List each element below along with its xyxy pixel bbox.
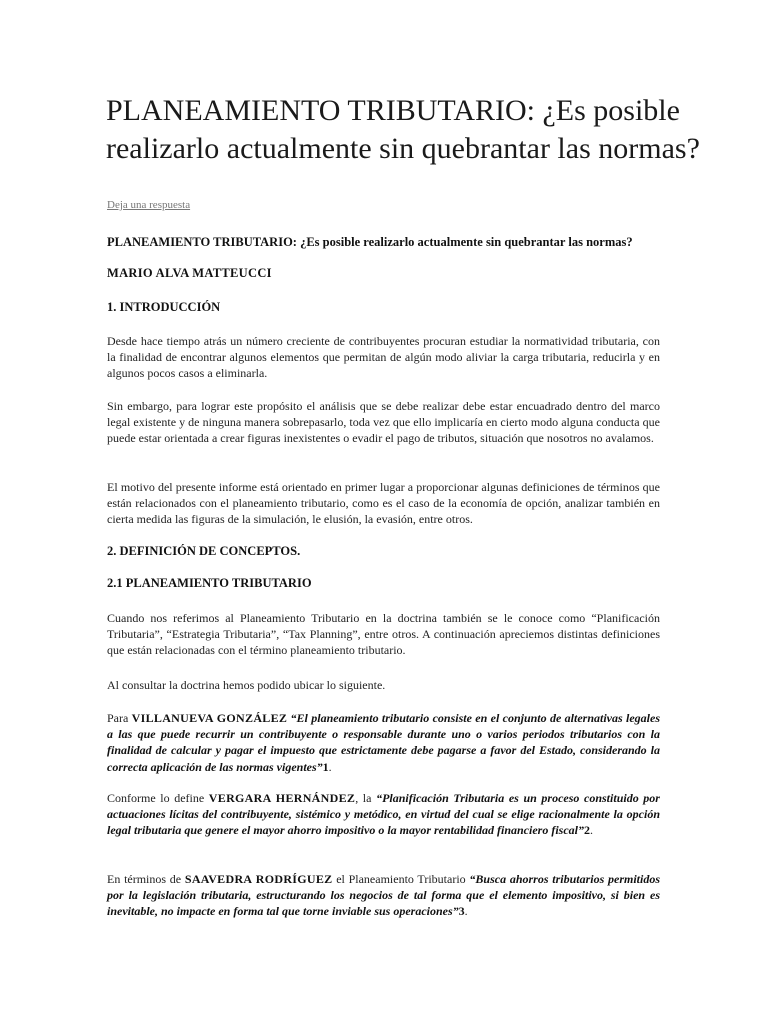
quote-mid: , la [355, 791, 377, 805]
footnote-ref[interactable]: 2 [584, 823, 590, 838]
intro-paragraph-1: Desde hace tiempo atrás un número creciente de contribuyentes procuran estudiar la normatividad tributaria, con la finalidad de encontrar algunos elementos que permitan de algún modo aliviar la carga tributaria, reducirla y en algunos pocos casos a eliminarla. [107, 334, 660, 381]
section-heading-definicion: 2. DEFINICIÓN DE CONCEPTOS. [107, 544, 301, 558]
quote-lead: Conforme lo define [107, 791, 209, 805]
footnote-ref[interactable]: 1 [322, 759, 329, 774]
quote-text: “Planificación Tributaria es un proceso constituido por actuaciones lícitas del contribuyente, sistémico y metódico, en virtud del cual se elige racionalmente la opción legal tributaria que genere el mayor ahorro impositivo o la mayor rentabilidad financiero fiscal” [107, 791, 660, 838]
quote-author: VILLANUEVA GONZÁLEZ [131, 711, 288, 725]
quote-text: “Busca ahorros tributarios permitidos por la legislación tributaria, estructurando los negocios de tal forma que el elemento impositivo, si bien es inevitable, no impacte en forma tal que torne inviable sus operaciones” [107, 872, 660, 919]
quote-end: . [328, 759, 332, 774]
reply-link[interactable]: Deja una respuesta [107, 199, 191, 211]
footnote-ref[interactable]: 3 [458, 904, 465, 919]
intro-paragraph-2: Sin embargo, para lograr este propósito el análisis que se debe realizar debe estar encuadrado dentro del marco legal existente y de ninguna manera sobrepasarlo, toda vez que ello implicaría en cierto modo alguna conducta que puede estar orientada a crear figuras inexistentes o evadir el pago de tributos, situación que nosotros no avalamos. [107, 399, 660, 446]
quote-paragraph-villanueva [107, 710, 660, 775]
quote-author: VERGARA HERNÁNDEZ [208, 791, 356, 805]
main-heading: PLANEAMIENTO TRIBUTARIO: ¿Es posible realizarlo actualmente sin quebrantar las normas? [107, 235, 633, 249]
definition-paragraph-2: Al consultar la doctrina hemos podido ubicar lo siguiente. [107, 678, 386, 692]
quote-paragraph-vergara [107, 790, 660, 839]
subsection-heading-planeamiento: 2.1 PLANEAMIENTO TRIBUTARIO [107, 576, 312, 590]
quote-end: . [590, 823, 593, 838]
quote-mid: el Planeamiento Tributario [332, 872, 470, 886]
quote-text: “El planeamiento tributario consiste en el conjunto de alternativas legales a las que puede recurrir un contribuyente o responsable durante uno o varios periodos tributarios con la finalidad de calcular y pagar el impuesto que estrictamente debe pagarse a favor del Estado, considerando la correcta aplicación de las normas vigentes” [107, 711, 660, 774]
quote-lead: En términos de [107, 872, 185, 886]
quote-end: . [464, 904, 468, 919]
intro-paragraph-3: El motivo del presente informe está orientado en primer lugar a proporcionar algunas definiciones de términos que están relacionados con el planeamiento tributario, como es el caso de la economía de opción, analizar también en cierta medida las figuras de la simulación, le elusión, la evasión, entre otros. [107, 480, 660, 527]
quote-author: SAAVEDRA RODRÍGUEZ [184, 872, 333, 886]
section-heading-introduccion: 1. INTRODUCCIÓN [107, 300, 221, 314]
quote-lead: Para [107, 711, 132, 725]
author-name: MARIO ALVA MATTEUCCI [107, 266, 272, 280]
quote-paragraph-saavedra [107, 871, 660, 920]
page-title: PLANEAMIENTO TRIBUTARIO: ¿Es posible realizarlo actualmente sin quebrantar las normas? [106, 94, 700, 165]
definition-paragraph-1: Cuando nos referimos al Planeamiento Tributario en la doctrina también se le conoce como “Planificación Tributaria”, “Estrategia Tributaria”, “Tax Planning”, entre otros. A continuación apreciemos distintas definiciones que están relacionadas con el término planeamiento tributario. [107, 611, 660, 658]
